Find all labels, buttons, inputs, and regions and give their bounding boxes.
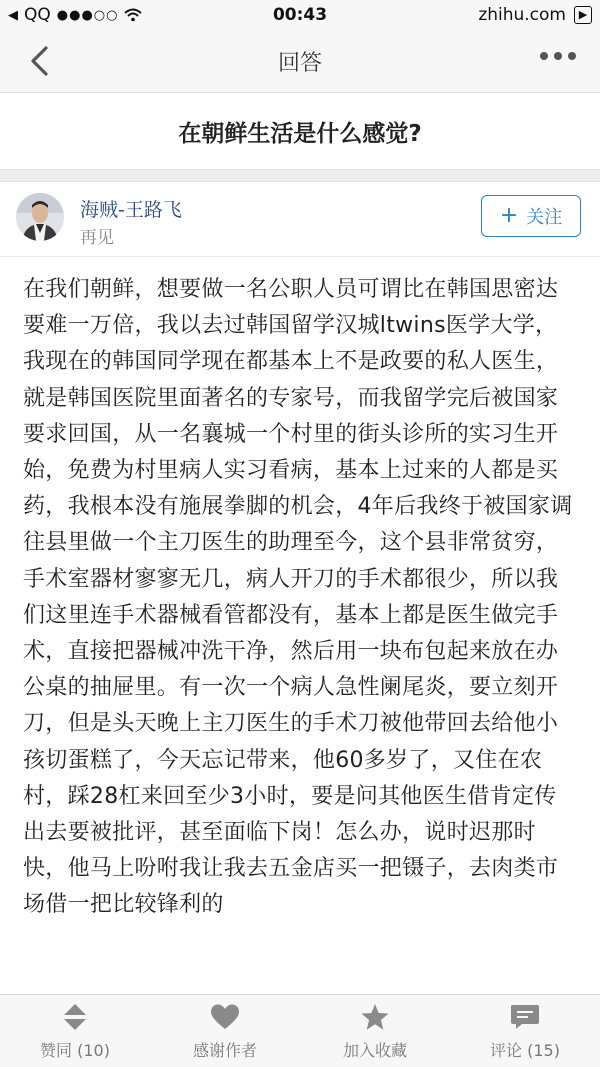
question-title[interactable]: 在朝鲜生活是什么感觉? <box>178 121 422 147</box>
follow-button-label: 关注 <box>526 207 563 228</box>
favorite-tab[interactable] <box>300 995 450 1067</box>
author-bio: 再见 <box>80 228 114 248</box>
avatar-image <box>16 193 64 241</box>
follow-button[interactable] <box>481 195 581 237</box>
forward-app-icon[interactable]: ▶ <box>574 6 592 24</box>
author-avatar[interactable] <box>16 193 64 241</box>
vote-updown-icon <box>60 1003 90 1031</box>
vote-label: 赞同 (10) <box>40 1041 110 1060</box>
favorite-label: 加入收藏 <box>342 1041 407 1060</box>
status-bar <box>0 0 600 30</box>
more-dot <box>540 52 548 60</box>
more-dot <box>554 52 562 60</box>
carrier-label: QQ <box>24 5 51 25</box>
answer-body <box>23 272 577 994</box>
author-name[interactable]: 海贼-王路飞 <box>80 199 182 221</box>
author-row <box>0 181 600 255</box>
thank-tab[interactable] <box>150 995 300 1067</box>
heart-icon <box>210 1003 240 1031</box>
signal-strength-icon: ●●●○○ <box>56 7 119 23</box>
more-dot <box>568 52 576 60</box>
star-icon <box>360 1003 390 1031</box>
back-to-app-icon[interactable]: ◀ <box>8 7 18 23</box>
comment-tab[interactable] <box>450 995 600 1067</box>
comment-label: 评论 (15) <box>490 1041 560 1060</box>
thank-label: 感谢作者 <box>192 1041 257 1060</box>
comment-icon <box>510 1003 540 1031</box>
bottom-action-bar <box>0 994 600 1067</box>
nav-bar <box>0 30 600 93</box>
author-divider <box>0 256 600 257</box>
status-right <box>478 5 592 25</box>
status-time: 00:43 <box>272 5 328 25</box>
more-options-icon[interactable] <box>540 52 576 60</box>
domain-label: zhihu.com <box>478 5 566 25</box>
question-header[interactable] <box>0 93 600 169</box>
answer-text: 在我们朝鲜，想要做一名公职人员可谓比在韩国思密达要难一万倍，我以去过韩国留学汉城ltwins医学大学，我现在的韩国同学现在都基本上不是政要的私人医生，就是韩国医院里面著名的专家号，而我留学完后被国家要求回国，从一名襄城一个村里的街头诊所的实习生开始，免费为村里病人实习看病，基本上过来的人都是买药，我根本没有施展拳脚的机会，4年后我终于被国家调往县里做一个主刀医生的助理至今，这个县非常贫穷，手术室器材寥寥无几，病人开刀的手术都很少，所以我们这里连手术器械看管都没有，基本上都是医生做完手术，直接把器械冲洗干净，然后用一块布包起来放在办公桌的抽屉里。有一次一个病人急性阑尾炎，要立刻开刀，但是头天晚上主刀医生的手术刀被他带回去给他小孩切蛋糕了，今天忘记带来，他60多岁了，又住在农村，踩28杠来回至少3小时，要是问其他医生借肯定传出去要被批评，甚至面临下岗！怎么办，说时迟那时快，他马上吩咐我让我去五金店买一把镊子，去肉类市场借一把比较锋利的 <box>23 277 573 918</box>
vote-tab[interactable] <box>0 995 150 1067</box>
plus-icon: + <box>499 203 519 228</box>
nav-title: 回答 <box>277 51 322 76</box>
